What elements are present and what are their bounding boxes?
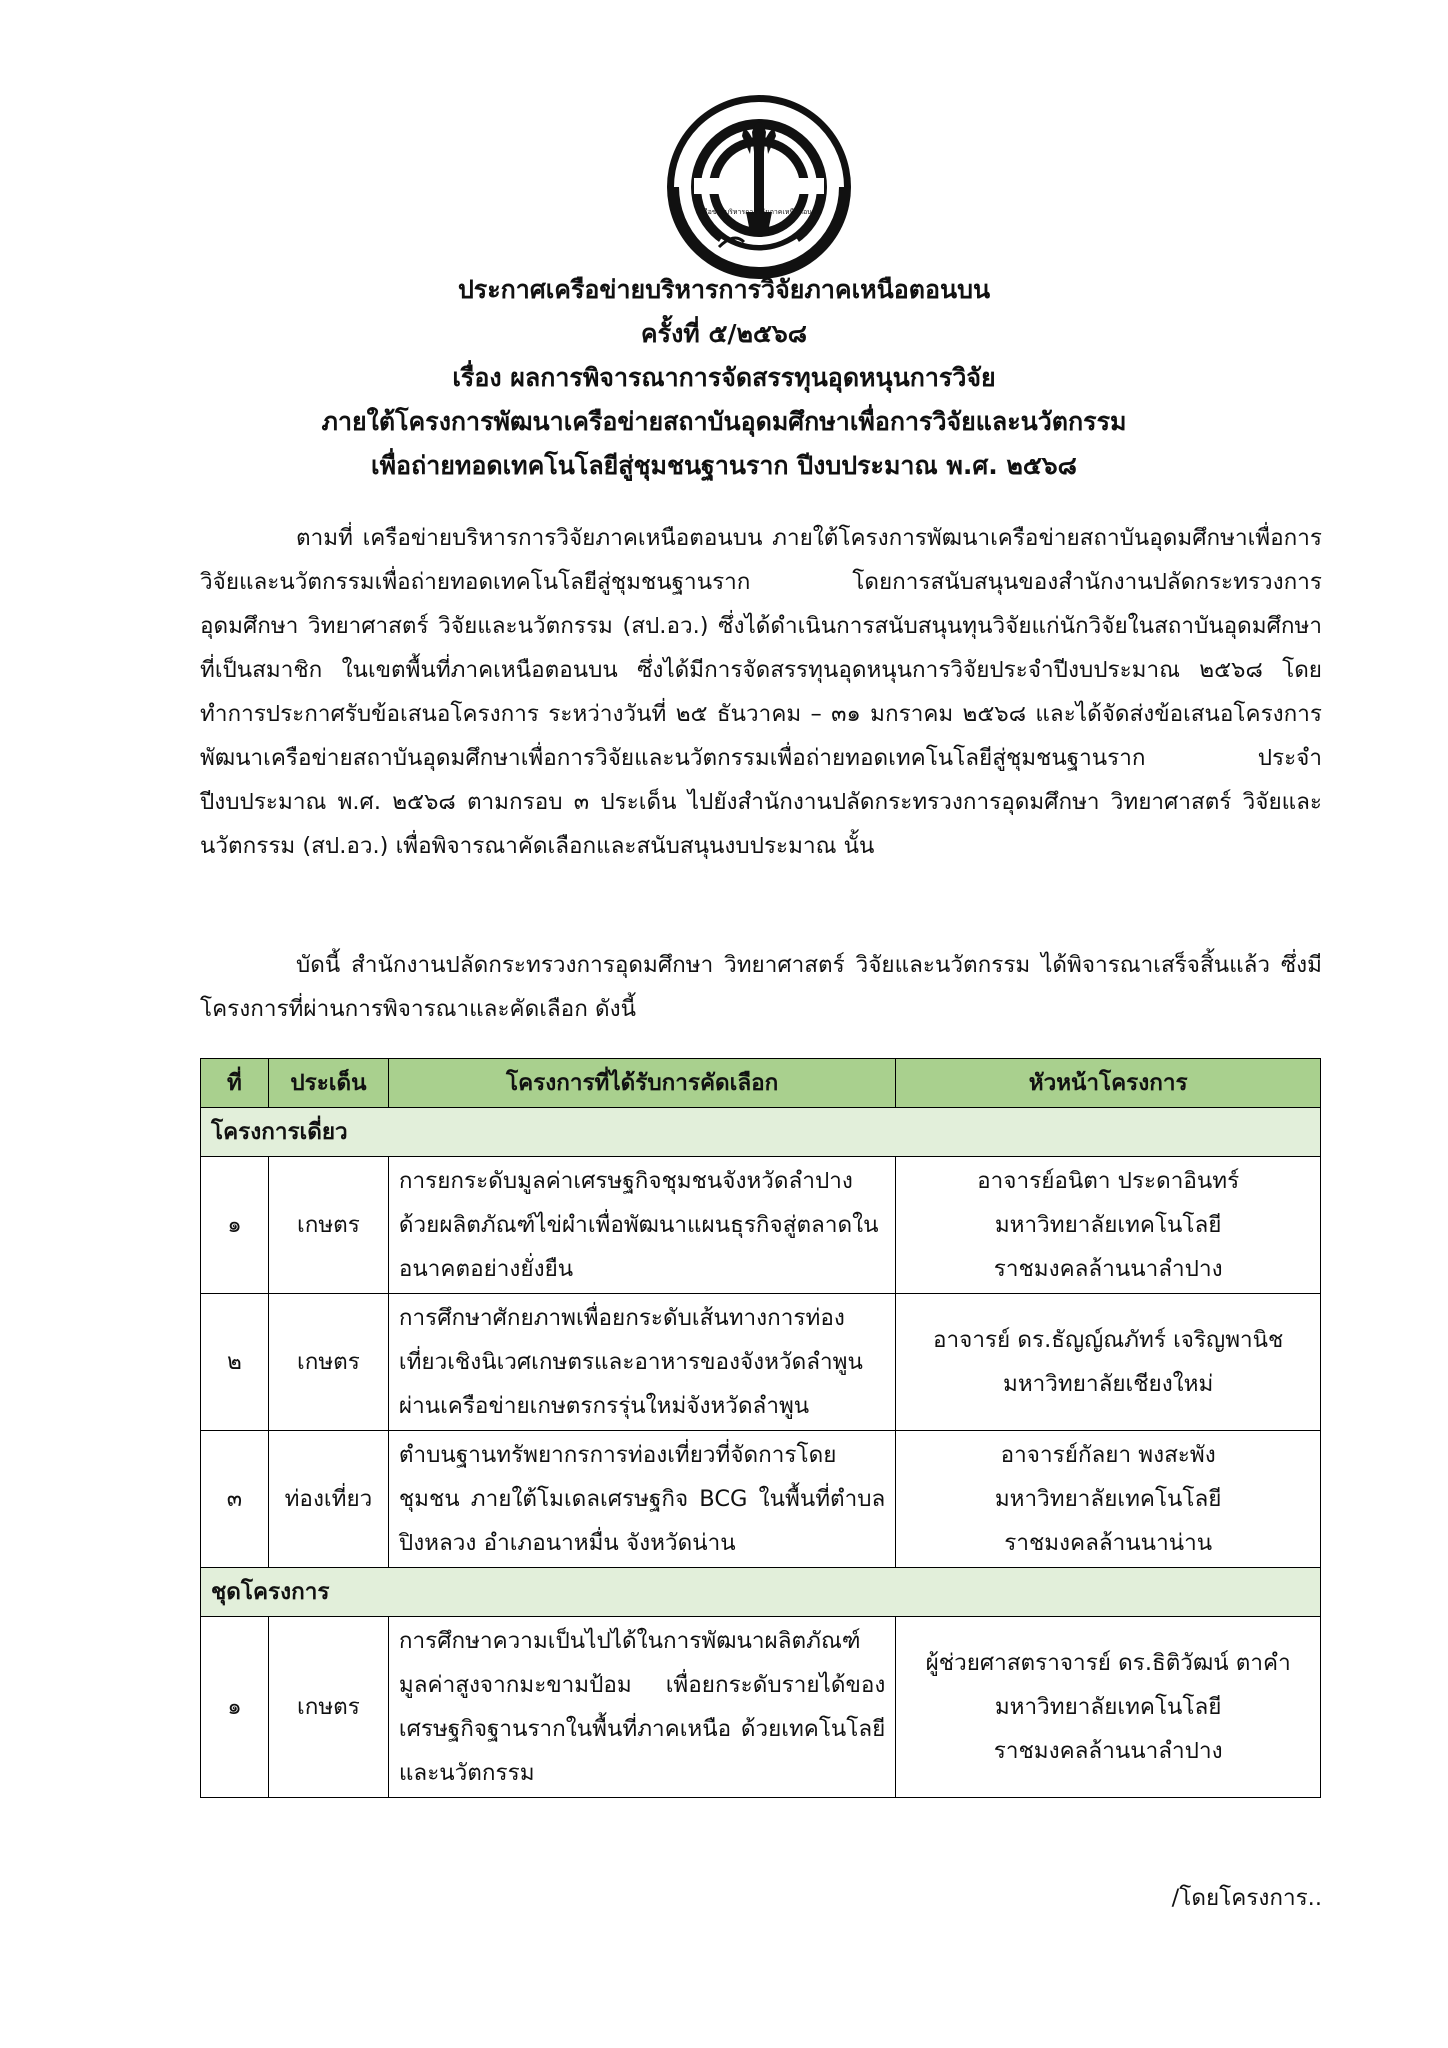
- intro-paragraph-text: ตามที่ เครือข่ายบริหารการวิจัยภาคเหนือตอนบน ภายใต้โครงการพัฒนาเครือข่ายสถาบันอุดมศึกษาเพื่อการวิจัยและนวัตกรรมเพื่อถ่ายทอดเทคโนโลยีสู่ชุมชนฐานราก โดยการสนับสนุนของสำนักงานปลัดกระทรวงการอุดมศึกษา วิทยาศาสตร์ วิจัยและนวัตกรรม (สป.อว.) ซึ่งได้ดำเนินการสนับสนุนทุนวิจัยแก่นักวิจัยในสถาบันอุดมศึกษาที่เป็นสมาชิก ในเขตพื้นที่ภาคเหนือตอนบน ซึ่งได้มีการจัดสรรทุนอุดหนุนการวิจัยประจำปีงบประมาณ ๒๕๖๘ โดยทำการประกาศรับข้อเสนอโครงการ ระหว่างวันที่ ๒๕ ธันวาคม – ๓๑ มกราคม ๒๕๖๘ และได้จัดส่งข้อเสนอโครงการพัฒนาเครือข่ายสถาบันอุดมศึกษาเพื่อการวิจัยและนวัตกรรมเพื่อถ่ายทอดเทคโนโลยีสู่ชุมชนฐานราก ประจำปีงบประมาณ พ.ศ. ๒๕๖๘ ตามกรอบ ๓ ประเด็น ไปยังสำนักงานปลัดกระทรวงการอุดมศึกษา วิทยาศาสตร์ วิจัยและนวัตกรรม (สป.อว.) เพื่อพิจารณาคัดเลือกและสนับสนุนงบประมาณ นั้น: [200, 525, 1322, 859]
- result-paragraph: [200, 943, 1322, 1031]
- leader-name: อาจารย์ ดร.ธัญญ์ณภัทร์ เจริญพานิช: [933, 1327, 1284, 1353]
- row-no: ๑: [201, 1157, 269, 1294]
- heading-line-1: ประกาศเครือข่ายบริหารการวิจัยภาคเหนือตอนบน: [457, 275, 991, 304]
- leader-org: มหาวิทยาลัยเทคโนโลยี: [994, 1694, 1222, 1720]
- group-title: ชุดโครงการ: [201, 1568, 1321, 1617]
- row-leader: [896, 1157, 1321, 1294]
- row-leader: [896, 1294, 1321, 1431]
- row-issue: เกษตร: [268, 1157, 388, 1294]
- row-project: การยกระดับมูลค่าเศรษฐกิจชุมชนจังหวัดลำปางด้วยผลิตภัณฑ์ไข่ผำเพื่อพัฒนาแผนธุรกิจสู่ตลาดในอนาคตอย่างยั่งยืน: [388, 1157, 895, 1294]
- research-network-logo-icon: [664, 92, 854, 282]
- announcement-heading: [224, 268, 1224, 488]
- svg-text:เครือข่ายบริหารการวิจัยภาคเหนื: เครือข่ายบริหารการวิจัยภาคเหนือตอนบน: [696, 208, 822, 216]
- row-project: ตำบนฐานทรัพยากรการท่องเที่ยวที่จัดการโดยชุมชน ภายใต้โมเดลเศรษฐกิจ BCG ในพื้นที่ตำบลปิงหลวง อำเภอนาหมื่น จังหวัดน่าน: [388, 1431, 895, 1568]
- group-row: [201, 1108, 1321, 1157]
- group-row: [201, 1568, 1321, 1617]
- row-leader: [896, 1617, 1321, 1798]
- row-no: ๓: [201, 1431, 269, 1568]
- group-title: โครงการเดี่ยว: [201, 1108, 1321, 1157]
- leader-org-campus: ราชมงคลล้านนาลำปาง: [993, 1738, 1223, 1764]
- intro-paragraph: [200, 516, 1322, 868]
- row-leader: [896, 1431, 1321, 1568]
- row-issue: เกษตร: [268, 1617, 388, 1798]
- heading-line-5: เพื่อถ่ายทอดเทคโนโลยีสู่ชุมชนฐานราก ปีงบประมาณ พ.ศ. ๒๕๖๘: [371, 451, 1077, 480]
- heading-line-2: ครั้งที่ ๕/๒๕๖๘: [640, 319, 808, 348]
- header-no: ที่: [201, 1059, 269, 1108]
- heading-line-3: เรื่อง ผลการพิจารณาการจัดสรรทุนอุดหนุนการวิจัย: [452, 363, 996, 392]
- header-issue: ประเด็น: [268, 1059, 388, 1108]
- header-leader: หัวหน้าโครงการ: [896, 1059, 1321, 1108]
- row-issue: ท่องเที่ยว: [268, 1431, 388, 1568]
- table-row: [201, 1617, 1321, 1798]
- leader-name: อาจารย์อนิตา ประดาอินทร์: [977, 1168, 1240, 1194]
- row-project: การศึกษาศักยภาพเพื่อยกระดับเส้นทางการท่องเที่ยวเชิงนิเวศเกษตรและอาหารของจังหวัดลำพูนผ่านเครือข่ายเกษตรกรรุ่นใหม่จังหวัดลำพูน: [388, 1294, 895, 1431]
- table-row: [201, 1431, 1321, 1568]
- results-table: [200, 1058, 1321, 1798]
- leader-org: มหาวิทยาลัยเทคโนโลยี: [994, 1212, 1222, 1238]
- table-row: [201, 1294, 1321, 1431]
- continuation-note: /โดยโครงการ..: [1171, 1885, 1322, 1911]
- leader-name: ผู้ช่วยศาสตราจารย์ ดร.ธิติวัฒน์ ตาคำ: [925, 1650, 1291, 1676]
- leader-name: อาจารย์กัลยา พงสะพัง: [1000, 1442, 1216, 1468]
- row-no: ๑: [201, 1617, 269, 1798]
- table-row: [201, 1157, 1321, 1294]
- row-no: ๒: [201, 1294, 269, 1431]
- table-header-row: [201, 1059, 1321, 1108]
- result-paragraph-text: บัดนี้ สำนักงานปลัดกระทรวงการอุดมศึกษา วิทยาศาสตร์ วิจัยและนวัตกรรม ได้พิจารณาเสร็จสิ้นแล้ว ซึ่งมีโครงการที่ผ่านการพิจารณาและคัดเลือก ดังนี้: [200, 952, 1322, 1022]
- row-project: การศึกษาความเป็นไปได้ในการพัฒนาผลิตภัณฑ์มูลค่าสูงจากมะขามป้อม เพื่อยกระดับรายได้ของเศรษฐกิจฐานรากในพื้นที่ภาคเหนือ ด้วยเทคโนโลยีและนวัตกรรม: [388, 1617, 895, 1798]
- leader-org-campus: ราชมงคลล้านนาน่าน: [1004, 1530, 1213, 1556]
- heading-line-4: ภายใต้โครงการพัฒนาเครือข่ายสถาบันอุดมศึกษาเพื่อการวิจัยและนวัตกรรม: [321, 407, 1127, 436]
- leader-org-campus: ราชมงคลล้านนาลำปาง: [993, 1256, 1223, 1282]
- header-project: โครงการที่ได้รับการคัดเลือก: [388, 1059, 895, 1108]
- leader-org: มหาวิทยาลัยเชียงใหม่: [1003, 1371, 1214, 1397]
- row-issue: เกษตร: [268, 1294, 388, 1431]
- leader-org: มหาวิทยาลัยเทคโนโลยี: [994, 1486, 1222, 1512]
